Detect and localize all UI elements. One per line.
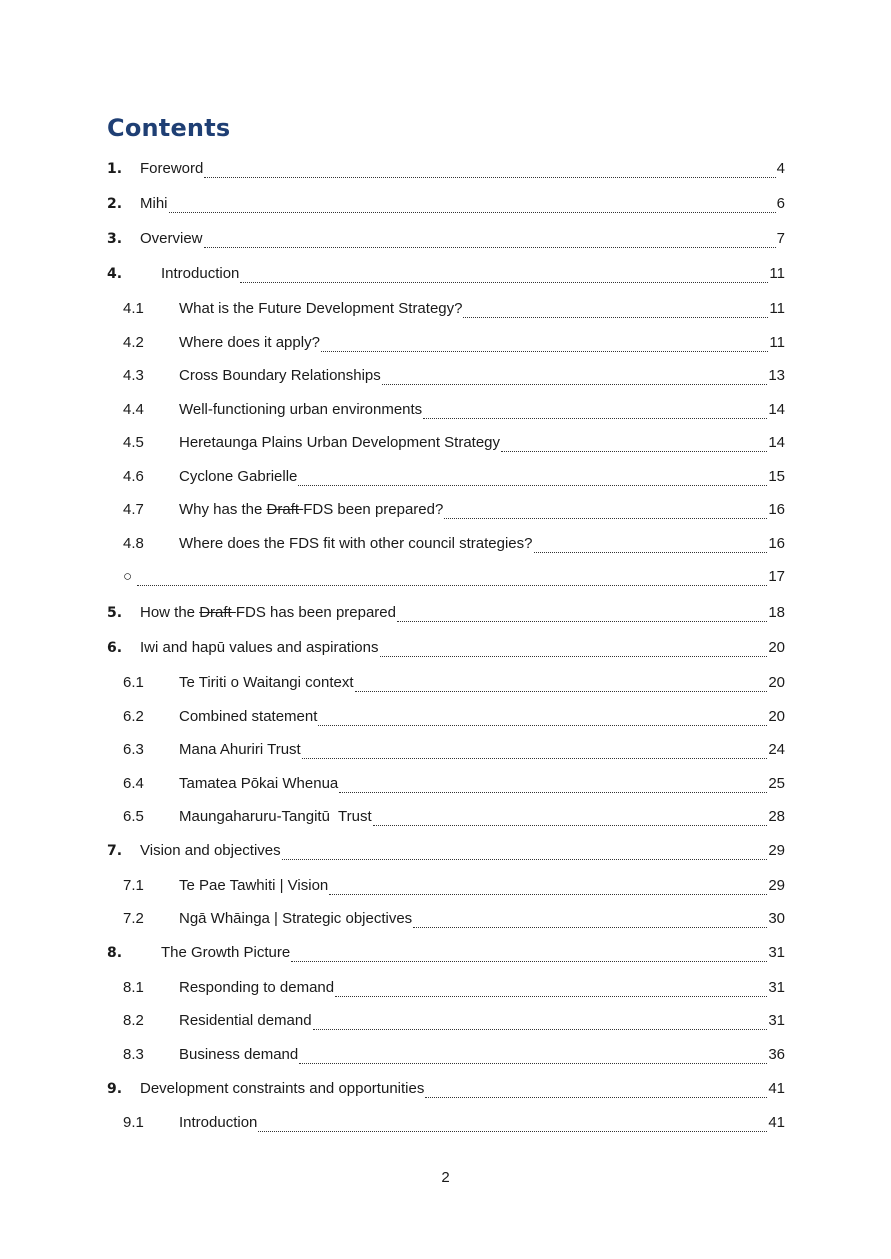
toc-page: 17 [768,568,785,585]
toc-number: 6.5 [123,808,144,825]
toc-entry-tamatea[interactable] [123,775,785,797]
toc-title: Mihi [140,195,168,212]
toc-title: Why has the Draft FDS been prepared? [179,501,444,518]
toc-entry-overview[interactable] [107,230,785,252]
toc-page: 36 [768,1046,785,1063]
toc-page: 20 [768,639,785,656]
dot-leader [302,758,768,759]
toc-title: Te Pae Tawhiti | Vision [179,877,329,894]
dot-leader [291,961,767,962]
dot-leader [313,1029,768,1030]
toc-number: 6.3 [123,741,144,758]
contents-heading: Contents [107,114,231,142]
toc-number: 9. [107,1081,123,1097]
dot-leader [335,996,767,997]
toc-page: 29 [768,877,785,894]
toc-page: 11 [769,334,785,351]
toc-entry-vision-objectives[interactable] [107,842,785,864]
toc-title: What is the Future Development Strategy? [179,300,463,317]
dot-leader [282,859,768,860]
bullet-icon: ○ [123,568,133,585]
toc-page: 13 [768,367,785,384]
toc-number: 7.1 [123,877,144,894]
dot-leader [413,927,767,928]
toc-number: 4.4 [123,401,144,418]
toc-page: 31 [768,979,785,996]
dot-leader [382,384,768,385]
toc-number: 5. [107,605,123,621]
dot-leader [169,212,776,213]
dot-leader [534,552,768,553]
toc-entry-cyclone-gabrielle[interactable] [123,468,785,490]
toc-entry-how-prepared[interactable] [107,604,785,626]
toc-entry-why-prepared[interactable] [123,501,785,523]
dot-leader [501,451,767,452]
toc-number: 4.5 [123,434,144,451]
toc-title: Well-functioning urban environments [179,401,423,418]
toc-number: 6.4 [123,775,144,792]
toc-title: Heretaunga Plains Urban Development Strategy [179,434,501,451]
toc-title: Overview [140,230,203,247]
toc-title: Development constraints and opportunities [140,1080,425,1097]
toc-page: 20 [768,708,785,725]
dot-leader [318,725,767,726]
toc-title: Foreword [140,160,204,177]
toc-page: 25 [768,775,785,792]
toc-entry-what-is-fds[interactable] [123,300,785,322]
toc-page: 24 [768,741,785,758]
toc-number: 6.1 [123,674,144,691]
toc-page: 41 [768,1114,785,1131]
toc-entry-introduction[interactable] [107,265,785,287]
toc-number: 4.8 [123,535,144,552]
toc-title: Iwi and hapū values and aspirations [140,639,379,656]
dot-leader [397,621,767,622]
toc-number: 9.1 [123,1114,144,1131]
toc-page: 16 [768,501,785,518]
toc-title: Introduction [179,1114,258,1131]
toc-entry-iwi-hapu[interactable] [107,639,785,661]
toc-title: Where does the FDS fit with other council strategies? [179,535,533,552]
toc-page: 7 [776,230,785,247]
toc-number: 8.2 [123,1012,144,1029]
toc-entry-heretaunga-plains[interactable] [123,434,785,456]
toc-title: Cross Boundary Relationships [179,367,381,384]
toc-title: Combined statement [179,708,318,725]
toc-page: 18 [768,604,785,621]
dot-leader [380,656,768,657]
toc-number: 6. [107,640,123,656]
toc-page: 4 [776,160,785,177]
dot-leader [329,894,767,895]
toc-title: Introduction [161,265,240,282]
toc-page: 15 [768,468,785,485]
toc-entry-business-demand[interactable] [123,1046,785,1068]
toc-page: 14 [768,401,785,418]
toc-entry-mihi[interactable] [107,195,785,217]
toc-number: 4.7 [123,501,144,518]
toc-page: 6 [776,195,785,212]
toc-title: Where does it apply? [179,334,320,351]
toc-page: 16 [768,535,785,552]
toc-page: 20 [768,674,785,691]
dot-leader [373,825,768,826]
toc-title: Responding to demand [179,979,335,996]
toc-entry-nga-whainga[interactable] [123,910,785,932]
toc-entry-where-apply[interactable] [123,334,785,356]
toc-title: Business demand [179,1046,299,1063]
toc-entry-responding-demand[interactable] [123,979,785,1001]
toc-number: 4.2 [123,334,144,351]
toc-entry-growth-picture[interactable] [107,944,785,966]
toc-title: Maungaharuru-Tangitū Trust [179,808,372,825]
page-number: 2 [441,1169,450,1186]
toc-title: Ngā Whāinga | Strategic objectives [179,910,413,927]
toc-page: 14 [768,434,785,451]
toc-title: Cyclone Gabrielle [179,468,298,485]
toc-entry-urban-environments[interactable] [123,401,785,423]
toc-page: 41 [768,1080,785,1097]
dot-leader [339,792,767,793]
dot-leader [355,691,768,692]
toc-title: Mana Ahuriri Trust [179,741,301,758]
dot-leader [425,1097,767,1098]
toc-entry-mana-ahuriri[interactable] [123,741,785,763]
dot-leader [298,485,767,486]
struck-text: Draft [199,604,236,621]
toc-number: 4.6 [123,468,144,485]
toc-entry-foreword[interactable] [107,160,785,182]
toc-number: 1. [107,161,123,177]
toc-number: 7. [107,843,123,859]
toc-entry-te-pae-tawhiti[interactable] [123,877,785,899]
toc-number: 4. [107,266,123,282]
toc-number: 3. [107,231,123,247]
toc-title: How the Draft FDS has been prepared [140,604,396,621]
dot-leader [204,177,775,178]
toc-number: 8. [107,945,123,961]
dot-leader [299,1063,767,1064]
toc-entry-te-tiriti[interactable] [123,674,785,696]
toc-number: 2. [107,196,123,212]
toc-entry-fds-fit[interactable] [123,535,785,557]
toc-page: 30 [768,910,785,927]
toc-title: The Growth Picture [161,944,291,961]
toc-entry-cross-boundary[interactable] [123,367,785,389]
toc-page: 11 [769,265,785,282]
toc-entry-residential-demand[interactable] [123,1012,785,1034]
toc-number: 4.3 [123,367,144,384]
dot-leader [240,282,768,283]
toc-number: 7.2 [123,910,144,927]
toc-number: 6.2 [123,708,144,725]
toc-number: 8.1 [123,979,144,996]
toc-title: Tamatea Pōkai Whenua [179,775,339,792]
toc-entry-combined-statement[interactable] [123,708,785,730]
toc-entry-introduction-9-1[interactable] [123,1114,785,1136]
struck-text: Draft [266,501,304,518]
toc-entry-development-constraints[interactable] [107,1080,785,1102]
toc-number: 8.3 [123,1046,144,1063]
dot-leader [258,1131,767,1132]
toc-page: 31 [768,1012,785,1029]
dot-leader [444,518,767,519]
toc-page: 29 [768,842,785,859]
dot-leader [137,585,767,586]
toc-page: 11 [769,300,785,317]
dot-leader [463,317,768,318]
toc-page: 28 [768,808,785,825]
toc-number: 4.1 [123,300,144,317]
dot-leader [204,247,776,248]
toc-entry-bullet[interactable] [123,568,785,590]
toc-title: Vision and objectives [140,842,281,859]
toc-entry-maungaharuru[interactable] [123,808,785,830]
toc-title: Te Tiriti o Waitangi context [179,674,354,691]
toc-page: 31 [768,944,785,961]
toc-title: Residential demand [179,1012,312,1029]
dot-leader [423,418,767,419]
dot-leader [321,351,769,352]
